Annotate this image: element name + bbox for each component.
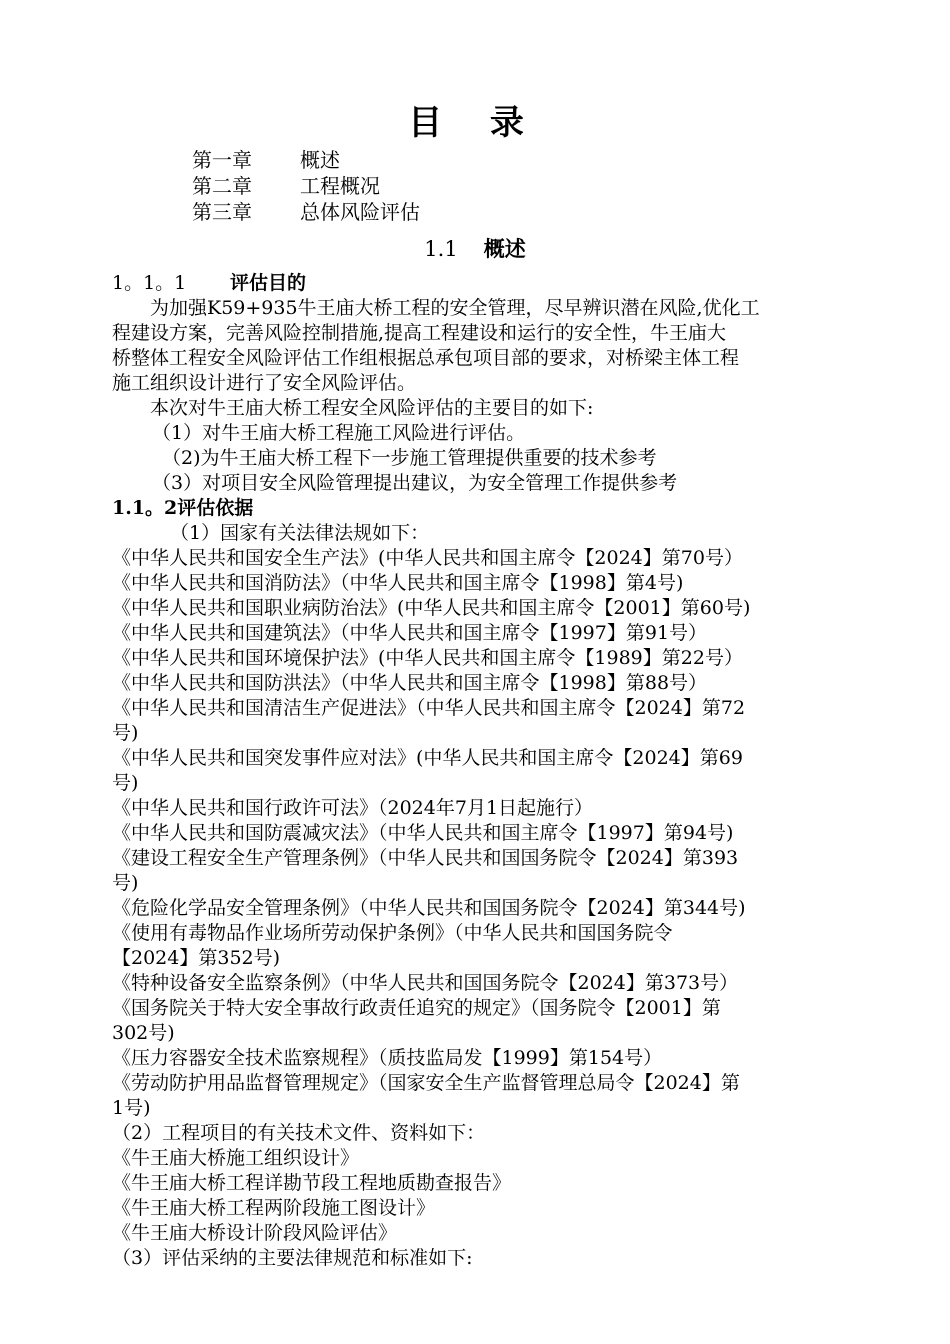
toc-chapter-number: 第一章 [192, 148, 252, 172]
list-item: （2)为牛王庙大桥工程下一步施工管理提供重要的技术参考 [162, 447, 657, 469]
toc-item[interactable] [192, 199, 420, 225]
law-line: 《中华人民共和国安全生产法》(中华人民共和国主席令【2024】第70号） [112, 547, 743, 569]
toc-chapter-number: 第二章 [192, 174, 252, 198]
subsection-title: 评估目的 [230, 272, 307, 294]
law-line: 《压力容器安全技术监察规程》（质技监局发【1999】第154号） [112, 1047, 663, 1069]
subsection-heading-purpose [112, 271, 858, 296]
paragraph-line: 桥整体工程安全风险评估工作组根据总承包项目部的要求，对桥梁主体工程 [112, 347, 740, 369]
law-line: 【2024】第352号) [112, 947, 281, 969]
law-line: 《中华人民共和国消防法》（中华人民共和国主席令【1998】第4号) [112, 572, 684, 594]
subsection-number: 1。1。1 [112, 272, 187, 294]
toc-chapter-number: 第三章 [192, 200, 252, 224]
paragraph-line: 施工组织设计进行了安全风险评估。 [112, 372, 417, 394]
paragraph-line: 本次对牛王庙大桥工程安全风险评估的主要目的如下: [150, 397, 594, 419]
law-line: 《特种设备安全监察条例》（中华人民共和国国务院令【2024】第373号） [112, 972, 739, 994]
toc-chapter-label: 概述 [300, 148, 340, 172]
document-reference: 《牛王庙大桥工程两阶段施工图设计》 [112, 1197, 436, 1219]
law-line: 《中华人民共和国建筑法》（中华人民共和国主席令【1997】第91号） [112, 622, 708, 644]
law-line: 《国务院关于特大安全事故行政责任追究的规定》（国务院令【2001】第 [112, 997, 721, 1019]
list-intro: （3）评估采纳的主要法律规范和标准如下: [112, 1247, 473, 1269]
law-line: 《中华人民共和国环境保护法》(中华人民共和国主席令【1989】第22号） [112, 647, 743, 669]
law-line: 《中华人民共和国防震减灾法》（中华人民共和国主席令【1997】第94号) [112, 822, 734, 844]
paragraph-line: 为加强K59+935牛王庙大桥工程的安全管理，尽早辨识潜在风险,优化工 [150, 297, 760, 319]
paragraph-line: 程建设方案，完善风险控制措施,提高工程建设和运行的安全性，牛王庙大 [112, 322, 727, 344]
law-line: 《建设工程安全生产管理条例》（中华人民共和国国务院令【2024】第393 [112, 847, 739, 869]
law-line: 302号) [112, 1022, 175, 1044]
toc-title: 目 录 [408, 103, 542, 143]
toc-item[interactable] [192, 147, 420, 173]
law-line: 《中华人民共和国突发事件应对法》(中华人民共和国主席令【2024】第69 [112, 747, 743, 769]
section-heading [0, 234, 950, 264]
law-line: 《使用有毒物品作业场所劳动保护条例》（中华人民共和国国务院令 [112, 922, 673, 944]
toc-chapter-label: 工程概况 [300, 174, 380, 198]
law-line: 号) [112, 772, 139, 794]
document-reference: 《牛王庙大桥工程详勘节段工程地质勘查报告》 [112, 1172, 512, 1194]
law-line: 《危险化学品安全管理条例》（中华人民共和国国务院令【2024】第344号) [112, 897, 746, 919]
toc-chapter-label: 总体风险评估 [300, 200, 420, 224]
document-body [112, 271, 858, 1271]
law-line: 1号) [112, 1097, 151, 1119]
law-line: 《中华人民共和国职业病防治法》(中华人民共和国主席令【2001】第60号) [112, 597, 751, 619]
law-line: 号) [112, 872, 139, 894]
list-intro: （2）工程项目的有关技术文件、资料如下： [112, 1122, 486, 1144]
law-line: 《中华人民共和国清洁生产促进法》（中华人民共和国主席令【2024】第72 [112, 697, 746, 719]
list-intro: （1）国家有关法律法规如下： [170, 522, 430, 544]
law-line: 《中华人民共和国行政许可法》（2024年7月1日起施行） [112, 797, 594, 819]
list-item: （3）对项目安全风险管理提出建议，为安全管理工作提供参考 [152, 472, 678, 494]
list-item: （1）对牛王庙大桥工程施工风险进行评估。 [152, 422, 526, 444]
document-reference: 《牛王庙大桥施工组织设计》 [112, 1147, 360, 1169]
table-of-contents [192, 147, 420, 225]
section-title: 概述 [483, 236, 526, 261]
section-number: 1.1 [424, 237, 458, 261]
document-reference: 《牛王庙大桥设计阶段风险评估》 [112, 1222, 398, 1244]
toc-item[interactable] [192, 173, 420, 199]
law-line: 号) [112, 722, 139, 744]
law-line: 《劳动防护用品监督管理规定》（国家安全生产监督管理总局令【2024】第 [112, 1072, 740, 1094]
law-line: 《中华人民共和国防洪法》（中华人民共和国主席令【1998】第88号） [112, 672, 708, 694]
subsection-heading-basis: 1.1。2评估依据 [112, 497, 254, 519]
